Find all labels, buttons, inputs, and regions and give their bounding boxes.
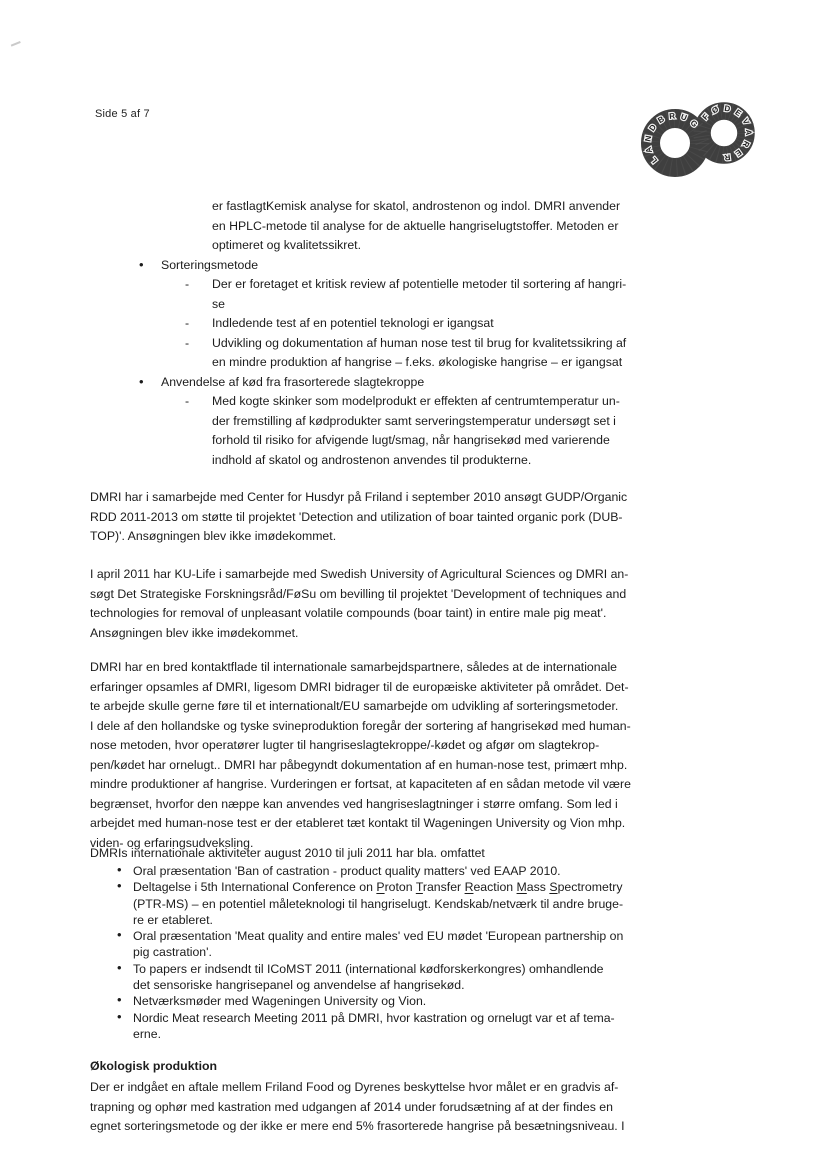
text-line: re er etableret.	[133, 912, 213, 927]
text-line: en mindre produktion af hangrise – f.eks. økologiske hangrise – er igangsat	[212, 355, 623, 369]
bullet-item: • Oral præsentation 'Meat quality and entire males' ved EU mødet 'European partnership on	[90, 928, 623, 944]
logo-right-ring-text: FØDEVARER	[700, 103, 754, 163]
text-line: optimeret og kvalitetssikret.	[212, 238, 361, 252]
dash-item: - Indledende test af en potentiel teknologi er igangsat	[90, 314, 626, 334]
bullet-item: • Anvendelse af kød fra frasorterede slagtekroppe	[90, 373, 626, 393]
text-line: begrænset, hvorfor den næppe kan anvendes ved hangriseslagtninger i større omfang. Som led i	[90, 796, 618, 811]
dash-item: - Med kogte skinker som modelprodukt er effekten af centrumtemperatur un-	[90, 392, 626, 412]
text-line: pen/kødet har ornelugt.. DMRI har påbegyndt dokumentation af en human-nose test, primært mhp.	[90, 757, 628, 772]
text-line: nose metoden, hvor operatører lugter til hangriseslagtekroppe/-kødet og afgør om slagtekrop-	[90, 738, 600, 752]
text-line: se	[212, 296, 225, 311]
scan-artifact	[9, 37, 21, 46]
section-heading-organic-production: Økologisk produktion	[90, 1059, 218, 1073]
bullet-item: • Nordic Meat research Meeting 2011 på DMRI, hvor kastration og ornelugt var et af tema-	[90, 1010, 623, 1026]
text-line: (PTR-MS) – en potentiel måleteknologi til hangriselugt. Kendskab/netværk til andre bruge-	[133, 896, 624, 911]
text-line: viden- og erfaringsudveksling.	[90, 835, 254, 850]
bullet-item: • Oral præsentation 'Ban of castration - product quality matters' ved EAAP 2010.	[90, 863, 623, 879]
paragraph-international-cooperation	[90, 658, 631, 853]
text-line: en HPLC-metode til analyse for de aktuelle hangriselugtstoffer. Metoden er	[212, 218, 619, 233]
text-line: DMRI har i samarbejde med Center for Husdyr på Friland i september 2010 ansøgt GUDP/Organic	[90, 490, 628, 504]
text-line: arbejdet med human-nose test er der etableret tæt kontakt til Wageningen University og Vion mhp.	[90, 816, 626, 830]
paragraph-gudp-application	[90, 488, 627, 547]
status-outline-list	[90, 197, 626, 470]
text-line: det sensoriske hangrisepanel og anvendelse af hangrisekød.	[133, 978, 465, 993]
text-line: erne.	[133, 1026, 162, 1041]
bullet-item: • Deltagelse i 5th International Conference on Proton Transfer Reaction Mass Spectrometry	[90, 879, 623, 895]
bullet-item: • To papers er indsendt til ICoMST 2011 (international kødforskerkongres) omhandlende	[90, 961, 623, 977]
bullet-item: • Netværksmøder med Wageningen University og Vion.	[90, 993, 623, 1009]
text-line: er fastlagtKemisk analyse for skatol, androstenon og indol. DMRI anvender	[212, 199, 621, 213]
text-line: I april 2011 har KU-Life i samarbejde med Swedish University of Agricultural Sciences og DMRI an-	[90, 567, 629, 581]
text-line: der fremstilling af kødprodukter samt serveringstemperatur undersøgt set i	[212, 413, 616, 428]
text-line: egnet sorteringsmetode og der ikke er mere end 5% frasorterede hangrise på besætningsniveau. I	[90, 1119, 625, 1133]
text-line: søgt Det Strategiske Forskningsråd/FøSu om bevilling til projektet 'Development of techniques and	[90, 586, 627, 601]
bullet-item: • Sorteringsmetode	[90, 256, 626, 276]
international-activities-intro: DMRIs internationale aktiviteter august 2010 til juli 2011 har bla. omfattet	[90, 846, 485, 860]
text-line: I dele af den hollandske og tyske svineproduktion foregår der sortering af hangrisekød med human-	[90, 718, 631, 733]
text-line: pig castration'.	[133, 945, 212, 960]
text-line: erfaringer opsamles af DMRI, ligesom DMRI bidrager til de europæiske aktiviteter på området. Det-	[90, 679, 629, 694]
text-line: trapning og ophør med kastration med udgangen af 2014 under forudsætning af at der findes en	[90, 1099, 613, 1114]
international-activities-list	[90, 863, 623, 1042]
dash-item: - Udvikling og dokumentation af human nose test til brug for kvalitetssikring af	[90, 334, 626, 354]
text-line: DMRI har en bred kontaktflade til internationale samarbejdspartnere, således at de internationale	[90, 660, 618, 674]
logo-left-ring-text: LANDBRUG	[643, 111, 700, 165]
text-line: technologies for removal of unpleasant volatile compounds (boar taint) in entire male pig meat'.	[90, 606, 607, 620]
text-line: Der er indgået en aftale mellem Friland Food og Dyrenes beskyttelse hvor målet er en gradvis af-	[90, 1080, 619, 1094]
paragraph-organic-production	[90, 1078, 625, 1137]
page-number-label: Side 5 af 7	[95, 108, 150, 120]
text-line: te arbejde skulle gerne føre til et internationalt/EU samarbejde om udvikling af sorteringsmetoder.	[90, 699, 619, 713]
paragraph-kulife-application	[90, 565, 628, 643]
landbrug-fodevarer-logo	[637, 97, 761, 181]
text-line: forhold til risiko for afvigende lugt/smag, når hangrisekød med varierende	[212, 433, 610, 447]
text-line: indhold af skatol og androstenon anvendes til produkterne.	[212, 452, 532, 467]
text-line: Ansøgningen blev ikke imødekommet.	[90, 625, 299, 640]
dash-item: - Der er foretaget et kritisk review af potentielle metoder til sortering af hangri-	[90, 275, 626, 295]
text-line: mindre produktioner af hangrise. Vurderingen er fortsat, at kapaciteten af en sådan metode vil være	[90, 777, 631, 791]
text-line: RDD 2011-2013 om støtte til projektet 'Detection and utilization of boar tainted organic pork (DUB-	[90, 509, 623, 524]
text-line: TOP)'. Ansøgningen blev ikke imødekommet.	[90, 529, 337, 543]
